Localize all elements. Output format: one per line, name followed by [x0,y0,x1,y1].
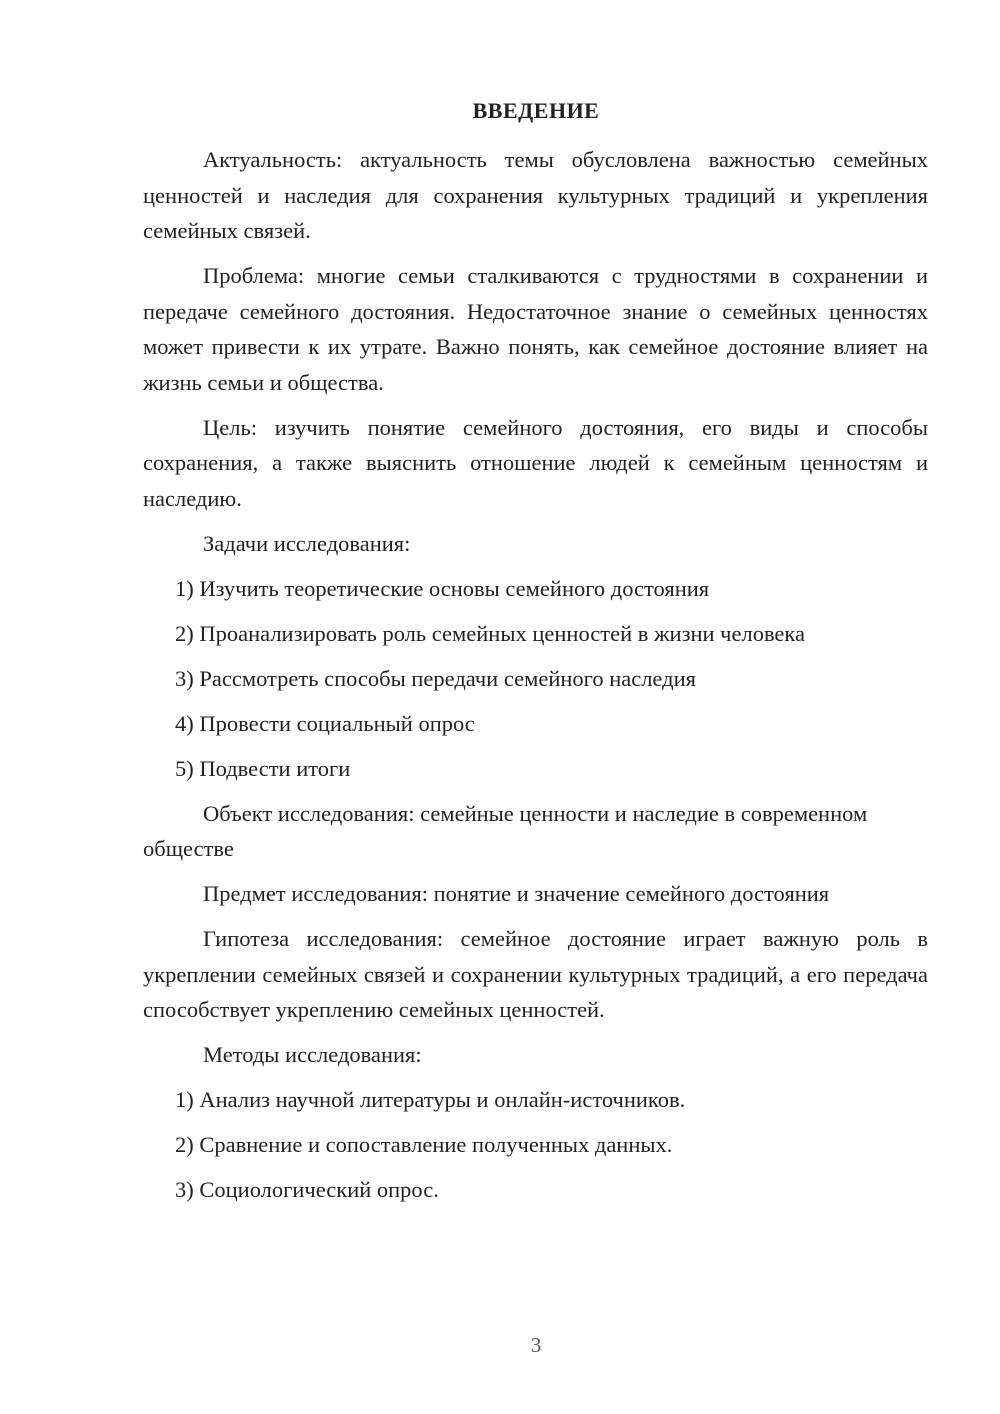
subject-paragraph: Предмет исследования: понятие и значение семейного достояния [203,881,830,906]
list-item-method-2: 2) Сравнение и сопоставление полученных данных. [175,1132,673,1157]
list-item-task-5: 5) Подвести итоги [175,755,351,781]
list-item-task-3: 3) Рассмотреть способы передачи семейного наследия [175,665,696,691]
list-item-task-1: 1) Изучить теоретические основы семейного достояния [175,575,710,601]
tasks-heading: Задачи исследования: [203,530,411,556]
document-body [143,142,928,1217]
object-paragraph: Объект исследования: семейные ценности и наследие в современном обществе [143,800,868,861]
goal-paragraph: Цель: изучить понятие семейного достояния, его виды и способы сохранения, а также выяснить отношение людей к семейным ценностям и наследию. [143,414,928,511]
hypothesis-paragraph: Гипотеза исследования: семейное достояние играет важную роль в укреплении семейных связей и сохранении культурных традиций, а его передача способствует укреплению семейных ценностей. [143,926,928,1022]
relevance-paragraph: Актуальность: актуальность темы обусловлена важностью семейных ценностей и наследия для сохранения культурных традиций и укрепления семейных связей. [143,147,928,243]
list-item-method-3: 3) Социологический опрос. [175,1177,439,1202]
list-item-task-2: 2) Проанализировать роль семейных ценностей в жизни человека [175,620,805,646]
problem-paragraph: Проблема: многие семьи сталкиваются с трудностями в сохранении и передаче семейного достояния. Недостаточное знание о семейных ценностях может привести к их утрате. Важно понять, как семейное достояние влияет на жизнь семьи и общества. [143,263,928,395]
page-title: ВВЕДЕНИЕ [472,98,600,123]
page-number: 3 [530,1333,542,1357]
list-item-task-4: 4) Провести социальный опрос [175,710,475,736]
methods-heading: Методы исследования: [203,1042,422,1067]
list-item-method-1: 1) Анализ научной литературы и онлайн-источников. [175,1087,686,1112]
